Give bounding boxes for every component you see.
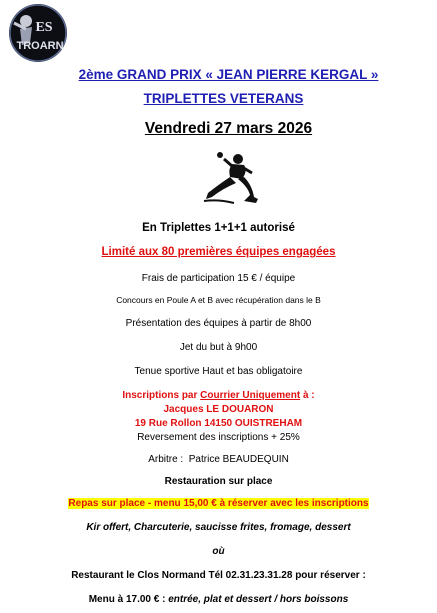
- limit-text: Limité aux 80 premières équipes engagées: [101, 246, 336, 258]
- inscriptions-line: [0, 390, 437, 401]
- contact-address: 19 Rue Rollon 14150 OUISTREHAM: [134, 418, 303, 429]
- referee-name: Patrice BEAUDEQUIN: [188, 454, 289, 465]
- menu2-desc: entrée, plat et dessert / hors boissons: [165, 594, 349, 605]
- club-logo: [6, 3, 70, 63]
- reversement-text: Reversement des inscriptions + 25%: [137, 432, 300, 443]
- meal-text: Repas sur place - menu 15,00 € à réserver avec les inscriptions: [68, 498, 369, 509]
- inscriptions-mail-only: Courrier Uniquement: [200, 390, 301, 401]
- meal-line: [0, 498, 437, 509]
- referee-line: [0, 454, 437, 465]
- catering-text: Restauration sur place: [164, 476, 273, 487]
- inscriptions-prefix: Inscriptions par: [122, 390, 201, 401]
- fee-text: Frais de participation 15 € / équipe: [141, 273, 296, 284]
- event-title: 2ème GRAND PRIX « JEAN PIERRE KERGAL »: [78, 67, 379, 82]
- referee-label: Arbitre :: [148, 454, 184, 465]
- jet-text: Jet du but à 9h00: [179, 342, 258, 353]
- menu-items-text: Kir offert, Charcuterie, saucisse frites, fromage, dessert: [86, 522, 351, 533]
- event-subtitle: TRIPLETTES VETERANS: [143, 91, 304, 106]
- menu2-line: [0, 594, 437, 605]
- inscriptions-suffix: à :: [300, 390, 315, 401]
- event-date: Vendredi 27 mars 2026: [144, 120, 313, 137]
- petanque-player-icon: [198, 149, 264, 211]
- or-text: où: [212, 546, 225, 557]
- presentation-text: Présentation des équipes à partir de 8h00: [125, 318, 312, 329]
- format-text: En Triplettes 1+1+1 autorisé: [142, 222, 295, 234]
- dress-text: Tenue sportive Haut et bas obligatoire: [134, 366, 303, 377]
- contact-name: Jacques LE DOUARON: [163, 404, 274, 415]
- logo-top-text: ES: [35, 20, 53, 35]
- menu2-price: Menu à 17.00 € :: [88, 594, 166, 605]
- restaurant-text: Restaurant le Clos Normand Tél 02.31.23.31.28 pour réserver :: [71, 570, 366, 581]
- logo-bottom-text: TROARN: [16, 40, 64, 52]
- contest-text: Concours en Poule A et B avec récupération dans le B: [116, 295, 321, 305]
